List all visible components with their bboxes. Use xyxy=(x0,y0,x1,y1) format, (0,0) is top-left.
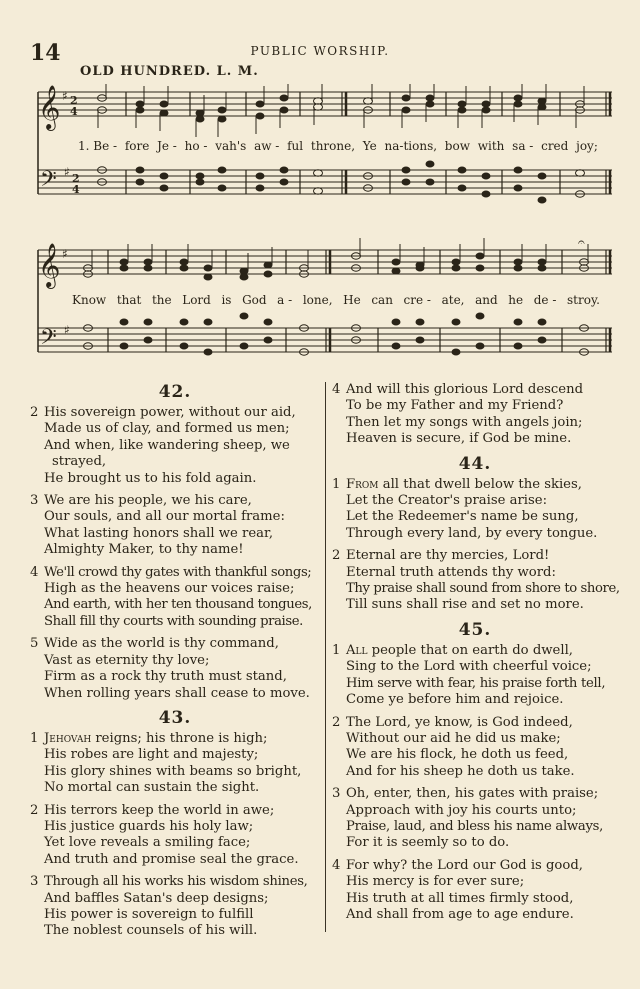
svg-text:2: 2 xyxy=(72,172,80,185)
stanza: 4 And will this glorious Lord descend To be my Father and my Friend? Then let my songs with angels join; Heaven is secure, if God be mine. xyxy=(332,382,584,447)
lyric-syllable: Ye xyxy=(362,139,377,153)
stanza: 2 His terrors keep the world in awe; His justice guards his holy law; Yet love reveals a smiling face; And truth and promise seal the grace. xyxy=(30,802,299,867)
lyric-syllable: aw - xyxy=(254,139,280,153)
stanza: 2 Eternal are thy mercies, Lord! Eternal truth attends thy word: Thy praise shall sound from shore to shore, Till suns shall rise and set no more. xyxy=(332,548,620,613)
lyric-syllable: Lord xyxy=(182,293,211,307)
hymn-columns xyxy=(30,382,620,942)
svg-text:♯: ♯ xyxy=(64,323,70,337)
lyric-syllable: ate, xyxy=(441,293,465,307)
lyric-syllable: Know xyxy=(72,293,107,307)
lyrics-line-2 xyxy=(72,293,612,307)
lyric-syllable: God xyxy=(242,293,267,307)
lyric-syllable: stroy. xyxy=(567,293,600,307)
lyric-syllable: a - xyxy=(277,293,293,307)
lyric-syllable: lone, xyxy=(302,293,333,307)
lyric-syllable: ho - xyxy=(184,139,208,153)
svg-text:♯: ♯ xyxy=(62,89,68,103)
hymn-number: 42. xyxy=(158,382,192,402)
lyric-syllable: he xyxy=(508,293,524,307)
lyric-syllable: with xyxy=(477,139,505,153)
lyric-syllable: cre - xyxy=(403,293,431,307)
svg-text:𝄢: 𝄢 xyxy=(40,325,57,355)
lyric-syllable: and xyxy=(475,293,498,307)
svg-text:𝄐: 𝄐 xyxy=(578,238,585,249)
treble-clef-icon: 𝄞 xyxy=(38,85,61,129)
stanza: 4 We'll crowd thy gates with thankful songs; High as the heavens our voices raise; And earth, with her ten thousand tongues, Shall fill thy courts with sounding praise. xyxy=(30,564,312,629)
svg-text:♯: ♯ xyxy=(62,247,68,261)
stanza: 3 We are his people, we his care, Our souls, and all our mortal frame: What lasting honors shall we rear, Almighty Maker, to thy name! xyxy=(30,493,285,558)
stanza: 1 From all that dwell below the skies, Let the Creator's praise arise: Let the Redeemer's name be sung, Through every land, by every tongue. xyxy=(332,476,598,541)
svg-text:2: 2 xyxy=(70,94,78,107)
column-divider xyxy=(325,382,326,932)
lyric-syllable: vah's xyxy=(215,139,247,153)
svg-text:4: 4 xyxy=(72,183,80,196)
right-column xyxy=(332,382,618,929)
tune-title: OLD HUNDRED. L. M. xyxy=(80,64,259,79)
stanza: 4 For why? the Lord our God is good, His mercy is for ever sure; His truth at all times firmly stood, And shall from age to age endure. xyxy=(332,857,583,922)
running-head: PUBLIC WORSHIP. xyxy=(250,44,390,58)
stanza: 2 His sovereign power, without our aid, Made us of clay, and formed us men; And when, like wandering sheep, we strayed, He brought us to his fold again. xyxy=(30,405,296,486)
lyric-syllable: ful xyxy=(287,139,304,153)
page-number: 14 xyxy=(30,40,61,66)
lyric-syllable: Je - xyxy=(157,139,177,153)
lyric-syllable: na-tions, xyxy=(384,139,438,153)
stanza: 1 All people that on earth do dwell, Sing to the Lord with cheerful voice; Him serve with fear, his praise forth tell, Come ye before him and rejoice. xyxy=(332,642,606,708)
stanza: 3 Oh, enter, then, his gates with praise; Approach with joy his courts unto; Praise, laud, and bless his name always, For it is seemly so to do. xyxy=(332,786,603,851)
stanza: 3 Through all his works his wisdom shines, And baffles Satan's deep designs; His power is sovereign to fulfill The noblest counsels of his will. xyxy=(30,874,308,939)
lyric-syllable: joy; xyxy=(576,139,598,153)
stanza: 2 The Lord, ye know, is God indeed, Without our aid he did us make; We are his flock, he doth us feed, And for his sheep he doth us take. xyxy=(332,714,575,779)
lyric-syllable: the xyxy=(151,293,172,307)
lyrics-line-1 xyxy=(78,139,618,153)
lyric-syllable: sa - xyxy=(512,139,534,153)
lyric-syllable: throne, xyxy=(310,139,356,153)
lyric-syllable: can xyxy=(371,293,393,307)
stanza: 5 Wide as the world is thy command, Vast as eternity thy love; Firm as a rock thy truth must stand, When rolling years shall cease to move. xyxy=(30,636,310,701)
hymn-number: 44. xyxy=(458,453,492,474)
hymn-number: 43. xyxy=(158,707,192,728)
left-column xyxy=(30,382,320,946)
hymn-number: 45. xyxy=(458,619,492,640)
svg-text:4: 4 xyxy=(70,105,78,118)
lyric-syllable: de - xyxy=(533,293,557,307)
svg-text:♯: ♯ xyxy=(64,165,70,179)
bass-clef-icon: 𝄢 xyxy=(40,167,57,197)
svg-text:𝄞: 𝄞 xyxy=(38,243,61,287)
stanza: 1 Jehovah reigns; his throne is high; His robes are light and majesty; His glory shines with beams so bright, No mortal can sustain the sight. xyxy=(30,730,302,796)
lyric-syllable: that xyxy=(116,293,142,307)
lyric-syllable: 1. Be - xyxy=(78,139,118,153)
lyric-syllable: bow xyxy=(444,139,470,153)
lyric-syllable: is xyxy=(221,293,232,307)
lyric-syllable: He xyxy=(343,293,361,307)
lyric-syllable: fore xyxy=(124,139,150,153)
lyric-syllable: cred xyxy=(541,139,569,153)
